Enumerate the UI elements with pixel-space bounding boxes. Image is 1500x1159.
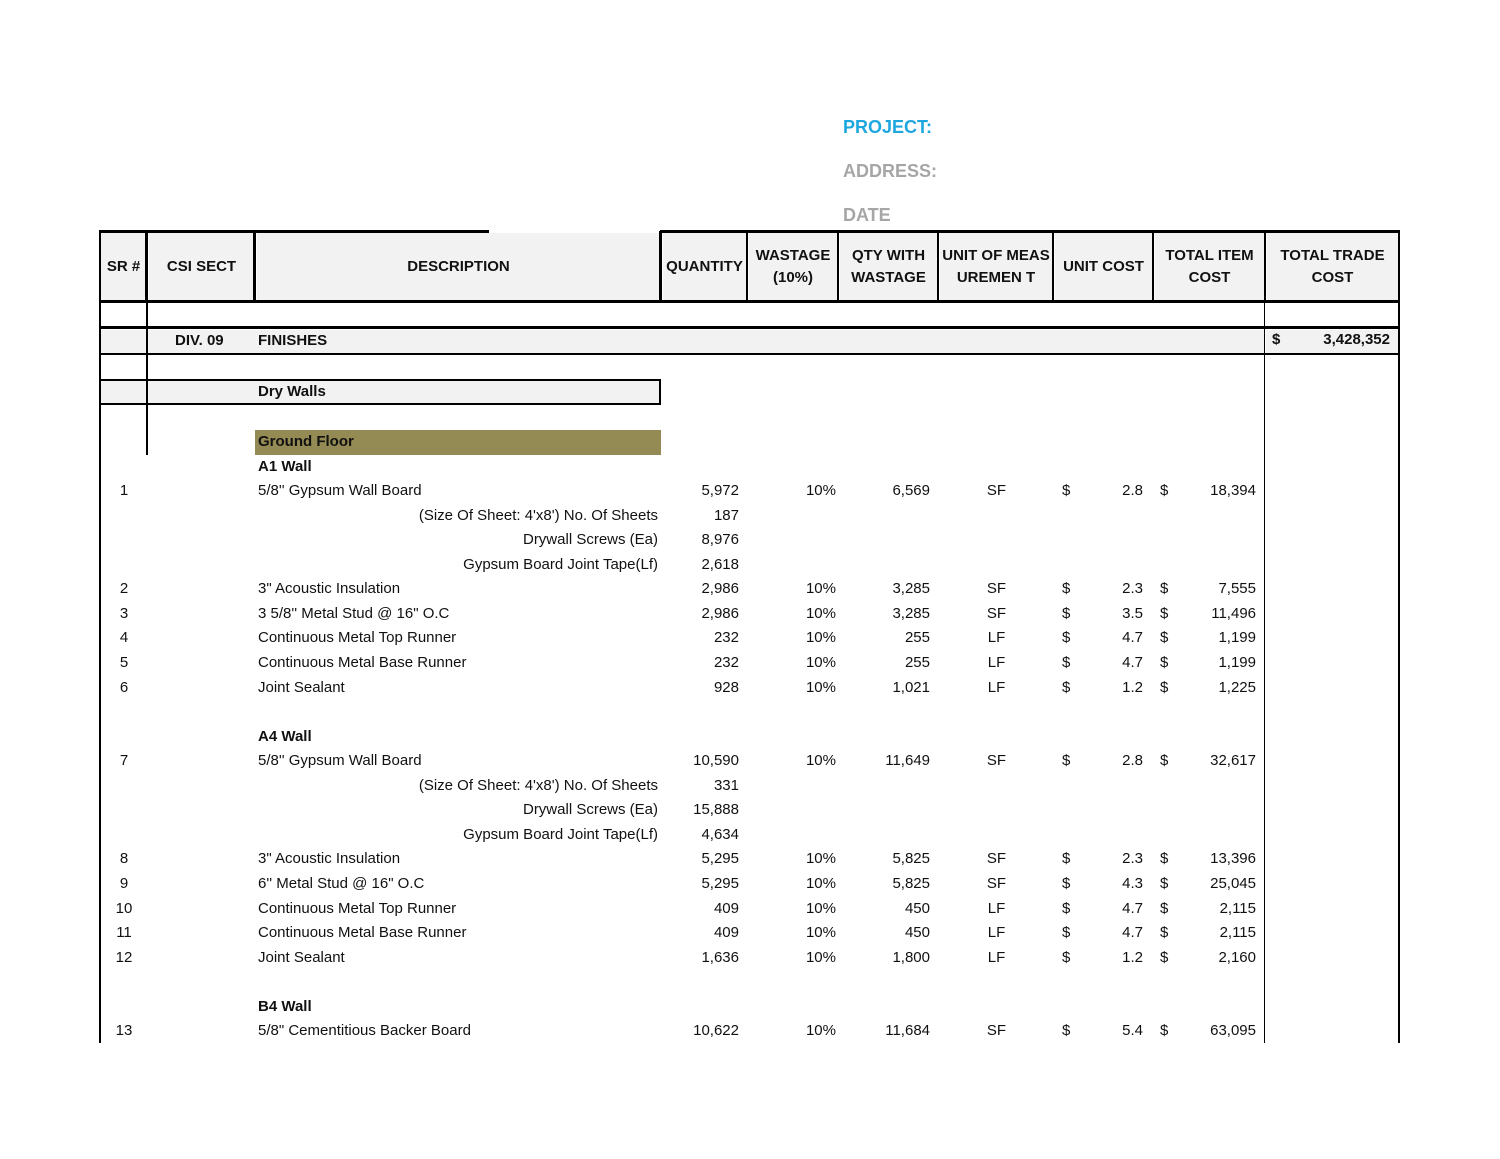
item-unit: LF [987,899,1006,917]
item-sr: 3 [119,604,129,622]
subitem-quantity: 187 [713,506,739,524]
item-description: 3 5/8'' Metal Stud @ 16" O.C [258,604,450,622]
item-unit-cost: 2.3 [1122,580,1143,598]
item-total-cost: 25,045 [1210,874,1256,892]
item-unit: SF [986,580,1007,598]
item-unit-cost-currency: $ [1062,604,1071,622]
group-label: Ground Floor [258,433,354,450]
item-qty-with-wastage: 255 [904,629,930,647]
item-sr: 5 [119,654,129,671]
item-total-currency: $ [1160,654,1169,671]
item-wastage: 10% [805,1022,836,1040]
subsection-label: A4 Wall [258,727,312,745]
item-description: Continuous Metal Top Runner [258,629,457,647]
item-unit-cost-currency: $ [1062,924,1071,941]
item-total-currency: $ [1160,482,1169,500]
item-quantity: 1,636 [701,948,739,966]
item-total-currency: $ [1160,678,1169,696]
item-quantity: 2,986 [701,580,739,598]
division-total: 3,428,352 [1323,331,1390,348]
item-wastage: 10% [805,850,836,868]
item-quantity: 232 [713,654,739,671]
divider [145,231,148,302]
item-qty-with-wastage: 3,285 [892,580,930,598]
item-unit-cost-currency: $ [1062,752,1071,770]
item-qty-with-wastage: 255 [904,654,930,671]
item-qty-with-wastage: 450 [904,924,930,941]
item-qty-with-wastage: 1,021 [892,678,930,696]
item-total-cost: 1,199 [1218,654,1256,671]
item-unit-cost-currency: $ [1062,580,1071,598]
item-description: Joint Sealant [258,678,345,696]
item-description: 5/8'' Gypsum Wall Board [258,752,422,770]
division-code: DIV. 09 [175,332,224,349]
item-total-currency: $ [1160,874,1169,892]
item-quantity: 5,972 [701,482,739,500]
item-unit-cost: 4.3 [1122,874,1143,892]
table-right-border [1398,231,1400,1043]
item-description: 5/8'' Gypsum Wall Board [258,482,422,500]
item-quantity: 2,986 [701,604,739,622]
address-label: ADDRESS: [843,161,938,181]
item-unit: SF [986,482,1007,500]
item-unit: SF [986,604,1007,622]
divider [746,231,748,302]
item-total-cost: 1,225 [1218,678,1256,696]
item-unit-cost: 4.7 [1122,629,1143,647]
divider [1264,231,1266,302]
item-qty-with-wastage: 1,800 [892,948,930,966]
item-unit-cost-currency: $ [1062,678,1071,696]
divider [1264,302,1265,1043]
item-unit: LF [987,629,1006,647]
item-total-currency: $ [1160,604,1169,622]
item-unit-cost-currency: $ [1062,850,1071,868]
item-total-currency: $ [1160,1022,1169,1040]
division-name: FINISHES [258,332,328,349]
project-label: PROJECT: [843,117,933,137]
item-total-cost: 63,095 [1210,1022,1256,1040]
divider [937,231,939,302]
header-quantity: QUANTITY [663,233,746,300]
item-unit-cost: 1.2 [1122,678,1143,696]
header-total-item-cost: TOTAL ITEM COST [1155,233,1264,300]
item-total-cost: 2,115 [1219,899,1256,917]
item-total-cost: 11,496 [1211,604,1256,622]
subitem-description: (Size Of Sheet: 4'x8') No. Of Sheets [418,776,658,794]
item-sr: 10 [115,899,133,917]
subitem-description: (Size Of Sheet: 4'x8') No. Of Sheets [418,506,658,524]
item-wastage: 10% [805,482,836,500]
subitem-quantity: 331 [713,776,739,794]
item-description: Continuous Metal Base Runner [258,924,467,941]
item-wastage: 10% [805,678,836,696]
header-qty-with-wastage: QTY WITH WASTAGE [840,233,937,300]
item-unit-cost-currency: $ [1062,874,1071,892]
item-sr: 2 [119,580,129,598]
divider [146,302,148,455]
item-unit-cost-currency: $ [1062,1022,1071,1040]
item-unit: SF [986,850,1007,868]
item-quantity: 409 [713,924,739,941]
item-unit-cost: 3.5 [1122,604,1143,622]
header-unit-cost: UNIT COST [1055,233,1152,300]
item-quantity: 5,295 [701,850,739,868]
item-quantity: 5,295 [701,874,739,892]
item-quantity: 232 [713,629,739,647]
item-sr: 9 [119,874,129,892]
item-unit-cost: 4.7 [1122,654,1143,671]
date-label: DATE [843,205,891,225]
item-total-currency: $ [1160,629,1169,647]
header-description: DESCRIPTION [257,233,660,300]
subsection-label: B4 Wall [258,997,312,1015]
item-total-cost: 2,160 [1218,948,1256,966]
item-qty-with-wastage: 5,825 [892,874,930,892]
item-total-cost: 2,115 [1219,924,1256,941]
item-qty-with-wastage: 3,285 [892,604,930,622]
item-wastage: 10% [805,752,836,770]
item-description: Joint Sealant [258,948,345,966]
header-wastage: WASTAGE (10%) [749,233,837,300]
item-unit-cost: 1.2 [1122,948,1143,966]
item-total-cost: 13,396 [1210,850,1256,868]
item-unit-cost-currency: $ [1062,948,1071,966]
subitem-description: Drywall Screws (Ea) [522,531,658,549]
item-sr: 12 [115,948,133,966]
item-quantity: 409 [713,899,739,917]
item-qty-with-wastage: 5,825 [892,850,930,868]
item-wastage: 10% [805,899,836,917]
header-top-border [660,230,1400,233]
item-total-currency: $ [1160,924,1169,941]
divider [659,231,662,302]
item-sr: 7 [119,752,129,770]
divider [253,231,256,302]
item-total-cost: 32,617 [1210,752,1256,770]
item-description: Continuous Metal Top Runner [258,899,457,917]
item-unit: LF [987,948,1006,966]
item-total-cost: 7,555 [1218,580,1256,598]
item-wastage: 10% [805,580,836,598]
item-total-cost: 18,394 [1210,482,1256,500]
item-unit-cost: 2.3 [1122,850,1143,868]
item-total-currency: $ [1160,752,1169,770]
item-total-currency: $ [1160,580,1169,598]
item-total-cost: 1,199 [1218,629,1256,647]
item-quantity: 10,590 [693,752,739,770]
item-unit: SF [986,752,1007,770]
item-description: 3" Acoustic Insulation [258,580,401,598]
item-qty-with-wastage: 11,684 [885,1022,930,1040]
subitem-quantity: 4,634 [701,825,739,843]
item-unit: LF [987,678,1006,696]
item-quantity: 10,622 [693,1022,739,1040]
item-sr: 4 [119,629,129,647]
subitem-description: Gypsum Board Joint Tape(Lf) [463,825,658,843]
item-unit-cost-currency: $ [1062,629,1071,647]
item-unit-cost-currency: $ [1062,482,1071,500]
item-wastage: 10% [805,629,836,647]
header-sr: SR # [101,233,146,300]
header-unit-of-measurement: UNIT OF MEASUREMEN T [940,233,1052,300]
item-unit-cost-currency: $ [1062,654,1071,671]
item-total-currency: $ [1160,948,1169,966]
item-sr: 6 [119,678,129,696]
item-qty-with-wastage: 450 [904,899,930,917]
divider [1052,231,1054,302]
item-qty-with-wastage: 6,569 [892,482,930,500]
item-total-currency: $ [1160,899,1169,917]
item-description: 3" Acoustic Insulation [258,850,401,868]
divider [99,353,1400,355]
item-quantity: 928 [713,678,739,696]
item-sr: 8 [119,850,129,868]
item-total-currency: $ [1160,850,1169,868]
section-name: Dry Walls [258,383,326,400]
item-unit-cost-currency: $ [1062,899,1071,917]
item-qty-with-wastage: 11,649 [885,752,930,770]
subsection-label: A1 Wall [258,457,312,475]
item-wastage: 10% [805,948,836,966]
item-unit: LF [987,654,1006,671]
subitem-description: Gypsum Board Joint Tape(Lf) [463,555,658,573]
item-wastage: 10% [805,874,836,892]
item-wastage: 10% [805,654,836,671]
item-sr: 11 [116,924,132,941]
item-wastage: 10% [805,924,836,941]
item-unit-cost: 5.4 [1122,1022,1143,1040]
item-unit-cost: 2.8 [1122,482,1143,500]
item-sr: 1 [119,482,129,500]
item-unit-cost: 2.8 [1122,752,1143,770]
item-unit: LF [987,924,1006,941]
subitem-quantity: 15,888 [693,801,739,819]
header-bottom-border [99,300,1400,303]
item-description: 5/8" Cementitious Backer Board [258,1022,471,1040]
item-unit-cost: 4.7 [1122,924,1143,941]
subitem-description: Drywall Screws (Ea) [522,801,658,819]
item-description: 6'' Metal Stud @ 16" O.C [258,874,425,892]
item-wastage: 10% [805,604,836,622]
item-sr: 13 [115,1022,133,1040]
header-total-trade-cost: TOTAL TRADE COST [1267,233,1398,300]
item-unit: SF [986,874,1007,892]
subitem-quantity: 8,976 [701,531,739,549]
header-top-border [99,230,489,233]
section-row [99,379,661,405]
subitem-quantity: 2,618 [701,555,739,573]
item-unit-cost: 4.7 [1122,899,1143,917]
item-description: Continuous Metal Base Runner [258,654,467,671]
division-currency: $ [1272,331,1281,348]
header-csi-sect: CSI SECT [149,233,254,300]
divider [837,231,839,302]
item-unit: SF [986,1022,1007,1040]
divider [1152,231,1154,302]
